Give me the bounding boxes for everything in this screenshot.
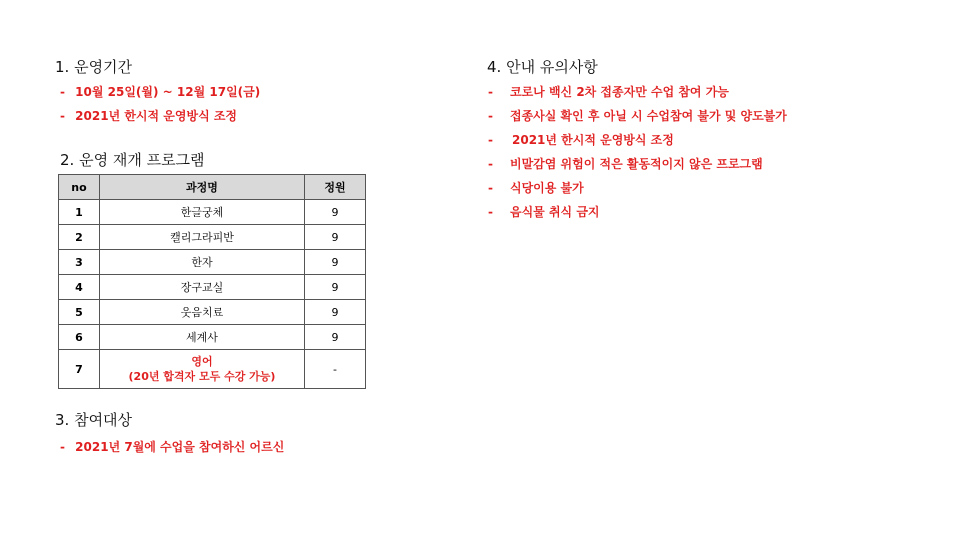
- row-course-name: 웃음치료: [100, 300, 305, 325]
- header-capacity: 정원: [305, 175, 366, 200]
- row-capacity: 9: [305, 275, 366, 300]
- row-no: 5: [59, 300, 100, 325]
- table-row: [59, 325, 366, 350]
- row-capacity: 9: [305, 225, 366, 250]
- row-capacity: 9: [305, 300, 366, 325]
- row-course-name: 세계사: [100, 325, 305, 350]
- note-text: 비말감염 위험이 적은 활동적이지 않은 프로그램: [510, 157, 763, 171]
- row-course-name: [100, 350, 305, 389]
- course-name-english: 영어: [191, 355, 213, 368]
- row-no: 4: [59, 275, 100, 300]
- operation-period: 10월 25일(월) ~ 12월 17일(금): [75, 85, 261, 99]
- bullet-dash: -: [488, 181, 493, 195]
- bullet-dash: -: [488, 133, 493, 147]
- operation-period-line: [60, 83, 260, 100]
- header-course-name: 과정명: [100, 175, 305, 200]
- list-item: [488, 107, 787, 124]
- section-1-title: 1. 운영기간: [55, 58, 133, 76]
- section-2-title: 2. 운영 재개 프로그램: [60, 151, 205, 169]
- section-3-title: 3. 참여대상: [55, 411, 133, 429]
- bullet-dash: -: [60, 109, 65, 123]
- list-item: [488, 83, 729, 100]
- row-no: 2: [59, 225, 100, 250]
- course-name-note: (20년 합격자 모두 수강 가능): [128, 370, 276, 383]
- list-item: [488, 131, 674, 148]
- list-item: [488, 179, 584, 196]
- row-no: 1: [59, 200, 100, 225]
- row-course-name: 한자: [100, 250, 305, 275]
- bullet-dash: -: [488, 157, 493, 171]
- row-course-name: 한글궁체: [100, 200, 305, 225]
- operation-method-line: [60, 107, 237, 124]
- row-no: 7: [59, 350, 100, 389]
- row-capacity: -: [305, 350, 366, 389]
- participant-line: [60, 438, 284, 455]
- note-text: 접종사실 확인 후 아닐 시 수업참여 불가 및 양도불가: [510, 109, 787, 123]
- note-text: 코로나 백신 2차 접종자만 수업 참여 가능: [510, 85, 729, 99]
- bullet-dash: -: [488, 205, 493, 219]
- table-row: [59, 300, 366, 325]
- table-row: [59, 225, 366, 250]
- table-row: [59, 275, 366, 300]
- bullet-dash: -: [60, 440, 65, 454]
- bullet-dash: -: [488, 109, 493, 123]
- row-capacity: 9: [305, 325, 366, 350]
- row-capacity: 9: [305, 250, 366, 275]
- table-row: [59, 200, 366, 225]
- table-row: [59, 350, 366, 389]
- row-no: 3: [59, 250, 100, 275]
- participant-text: 2021년 7월에 수업을 참여하신 어르신: [75, 440, 285, 454]
- operation-method-text: 2021년 한시적 운영방식 조정: [75, 109, 238, 123]
- list-item: [488, 203, 600, 220]
- section-4-title: 4. 안내 유의사항: [487, 58, 598, 76]
- list-item: [488, 155, 763, 172]
- table-header-row: [59, 175, 366, 200]
- note-text: 2021년 한시적 운영방식 조정: [512, 133, 674, 147]
- row-course-name: 캘리그라피반: [100, 225, 305, 250]
- row-no: 6: [59, 325, 100, 350]
- bullet-dash: -: [60, 85, 65, 99]
- row-capacity: 9: [305, 200, 366, 225]
- table-row: [59, 250, 366, 275]
- header-no: no: [59, 175, 100, 200]
- note-text: 식당이용 불가: [510, 181, 584, 195]
- row-course-name: 장구교실: [100, 275, 305, 300]
- note-text: 음식물 취식 금지: [510, 205, 600, 219]
- bullet-dash: -: [488, 85, 493, 99]
- program-table: [58, 174, 366, 389]
